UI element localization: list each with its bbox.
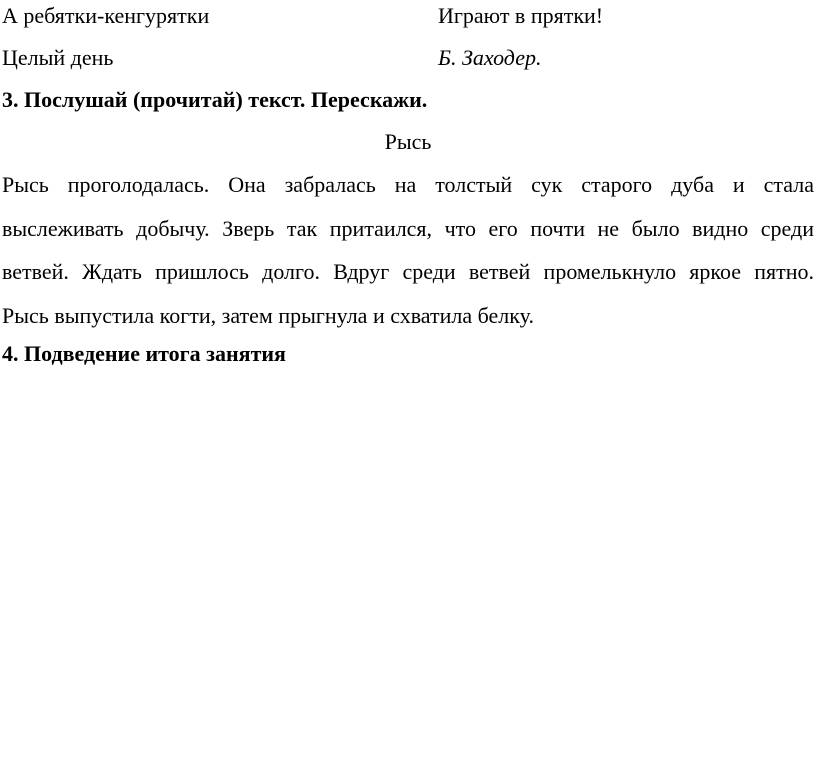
- section-4-heading: 4. Подведение итога занятия: [2, 341, 286, 366]
- story-paragraph: [2, 163, 814, 337]
- paragraph-line: Рысь выпустила когти, затем прыгнула и схватила белку.: [2, 302, 534, 328]
- paragraph-line: ветвей. Ждать пришлось долго. Вдруг среди ветвей промелькнуло яркое пятно.: [2, 259, 814, 284]
- poem-line-2: Играют в прятки!: [438, 3, 604, 28]
- poem-author: Б. Заходер.: [438, 45, 542, 70]
- paragraph-line: Рысь проголодалась. Она забралась на толстый сук старого дуба и стала: [2, 172, 814, 197]
- paragraph-line: выслеживать добычу. Зверь так притаился, что его почти не было видно среди: [2, 215, 814, 241]
- poem-line-1: А ребятки-кенгурятки: [2, 3, 210, 28]
- poem-line-3: Целый день: [2, 45, 114, 70]
- story-title: Рысь: [384, 129, 432, 154]
- section-3-heading: 3. Послушай (прочитай) текст. Перескажи.: [2, 87, 428, 112]
